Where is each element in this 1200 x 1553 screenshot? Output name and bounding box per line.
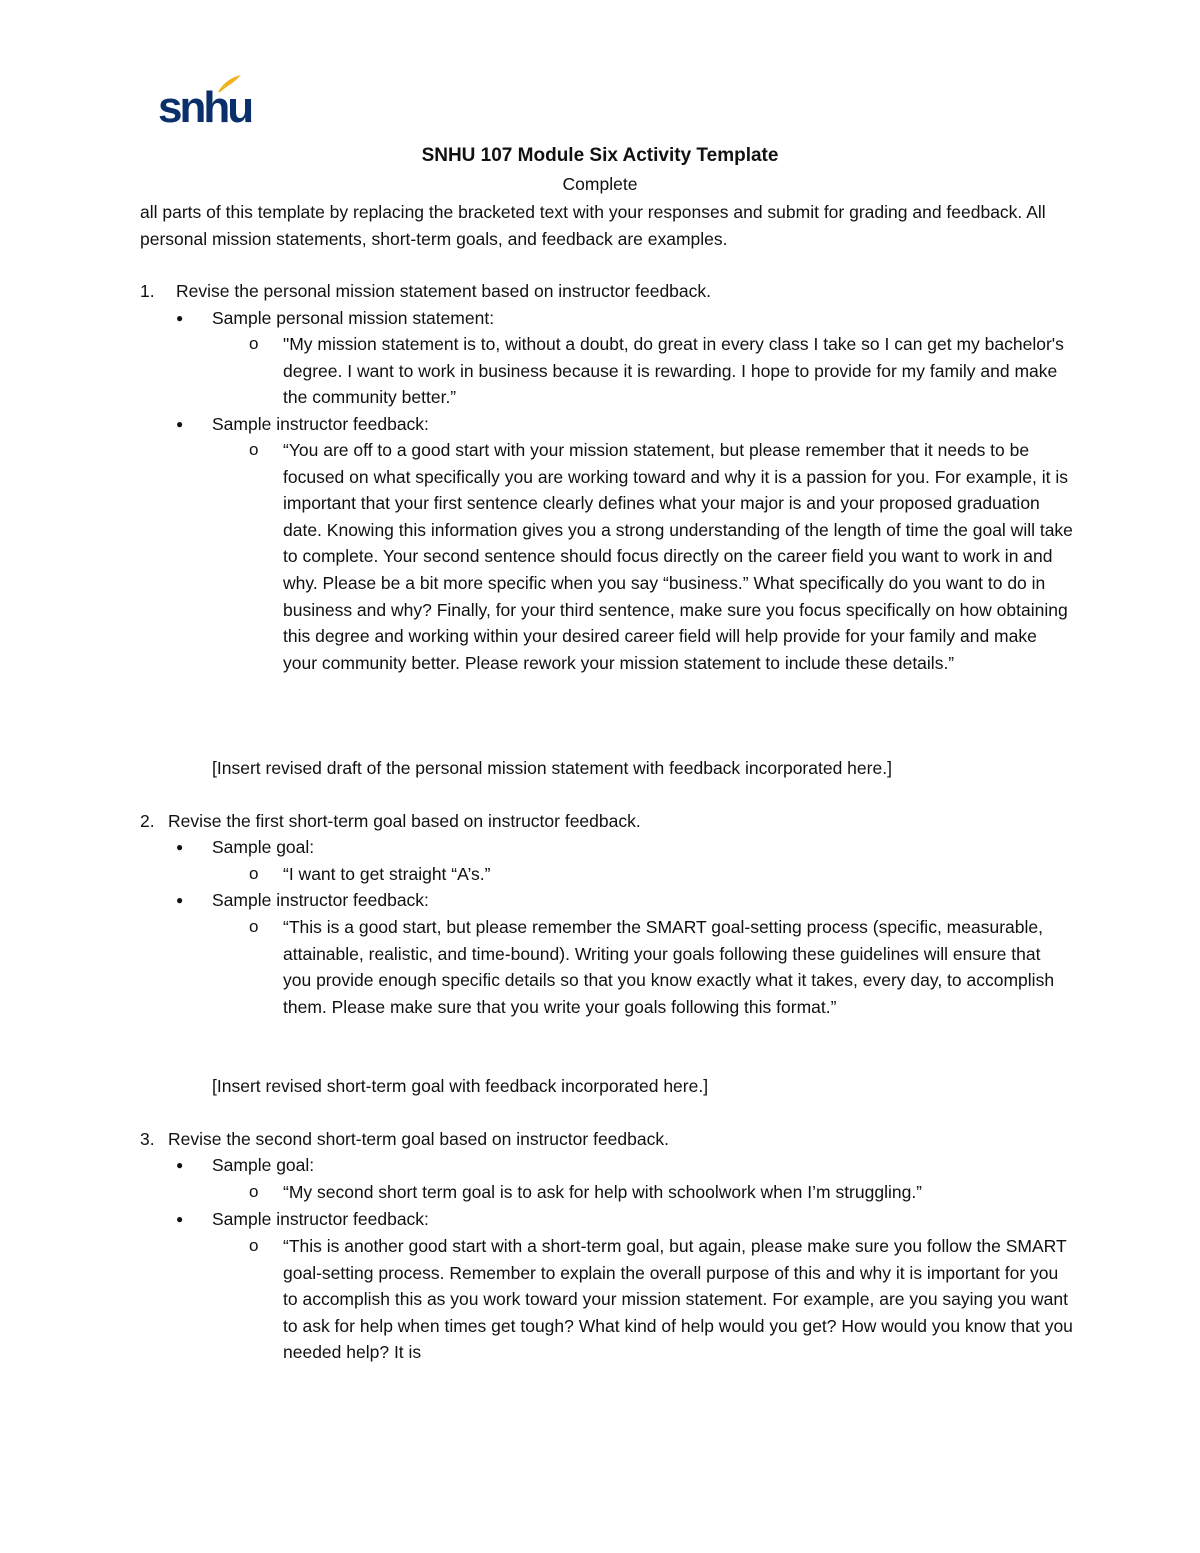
sample-goal: “I want to get straight “A’s.” [283,864,491,884]
section-heading: Revise the first short-term goal based on instructor feedback. [168,811,641,831]
bullet-icon: ● [176,893,184,907]
bullet-icon: ● [176,311,184,325]
sub-bullet-icon: o [249,917,259,936]
bullet-label: Sample goal: [212,1155,315,1175]
sub-bullet-icon: o [249,334,259,353]
section-number: 1. [140,281,155,301]
bullet-label: Sample instructor feedback: [212,890,429,910]
bullet-label: Sample goal: [212,837,315,857]
section-number: 3. [140,1129,155,1149]
insert-placeholder: [Insert revised draft of the personal mission statement with feedback incorporated here.] [212,758,892,778]
sub-bullet-icon: o [249,864,259,883]
insert-placeholder: [Insert revised short-term goal with feedback incorporated here.] [212,1076,709,1096]
sample-mission-statement: "My mission statement is to, without a doubt, do great in every class I take so I can get my bachelor's degree. I want to work in business because it is rewarding. I hope to provide for my family and make the community better.” [283,334,1064,408]
sample-goal: “My second short term goal is to ask for help with schoolwork when I’m struggling.” [283,1182,923,1202]
bullet-icon: ● [176,840,184,854]
sub-bullet-icon: o [249,1182,259,1201]
page-title: SNHU 107 Module Six Activity Template [421,145,779,166]
bullet-label: Sample instructor feedback: [212,1209,429,1229]
sub-bullet-icon: o [249,1236,259,1255]
intro-paragraph: all parts of this template by replacing the bracketed text with your responses and submit for grading and feedback. All personal mission statements, short-term goals, and feedback are examples. [140,202,1046,249]
sample-feedback: “This is a good start, but please remember the SMART goal-setting process (specific, measurable, attainable, realistic, and time-bound). Writing your goals following these guidelines will ensure that you provide enough specific details so that you know exactly what it takes, every day, to accomplish them. Please make sure that you write your goals following this format.” [283,917,1055,1017]
logo-wordmark: snhu [158,83,252,132]
sample-feedback: “This is another good start with a short-term goal, but again, please make sure you follow the SMART goal-setting process. Remember to explain the overall purpose of this and why it is important for you to accomplish this as you work toward your mission statement. For example, are you saying you want to ask for help when times get tough? What kind of help would you get? How would you know that you needed help? It is [283,1236,1073,1363]
section-number: 2. [140,811,155,831]
sub-bullet-icon: o [249,440,259,459]
bullet-icon: ● [176,417,184,431]
section-heading: Revise the second short-term goal based on instructor feedback. [168,1129,669,1149]
bullet-icon: ● [176,1212,184,1226]
sample-feedback: “You are off to a good start with your mission statement, but please remember that it needs to be focused on what specifically you are working toward and why it is a passion for you. For example, it is important that your first sentence clearly defines what your major is and your proposed graduation date. Knowing this information gives you a strong understanding of the length of time the goal will take to complete. Your second sentence should focus directly on the career field you want to work in and why. Please be a bit more specific when you say “business.” What specifically do you want to do in business and why? Finally, for your third sentence, make sure you focus specifically on how obtaining this degree and working within your desired career field will help provide for your family and make your community better. Please rework your mission statement to include these details.” [283,440,1073,673]
bullet-label: Sample instructor feedback: [212,414,429,434]
page-subtitle: Complete [562,174,638,194]
bullet-label: Sample personal mission statement: [212,308,495,328]
bullet-icon: ● [176,1158,184,1172]
section-heading: Revise the personal mission statement based on instructor feedback. [176,281,712,301]
snhu-logo [158,72,252,134]
